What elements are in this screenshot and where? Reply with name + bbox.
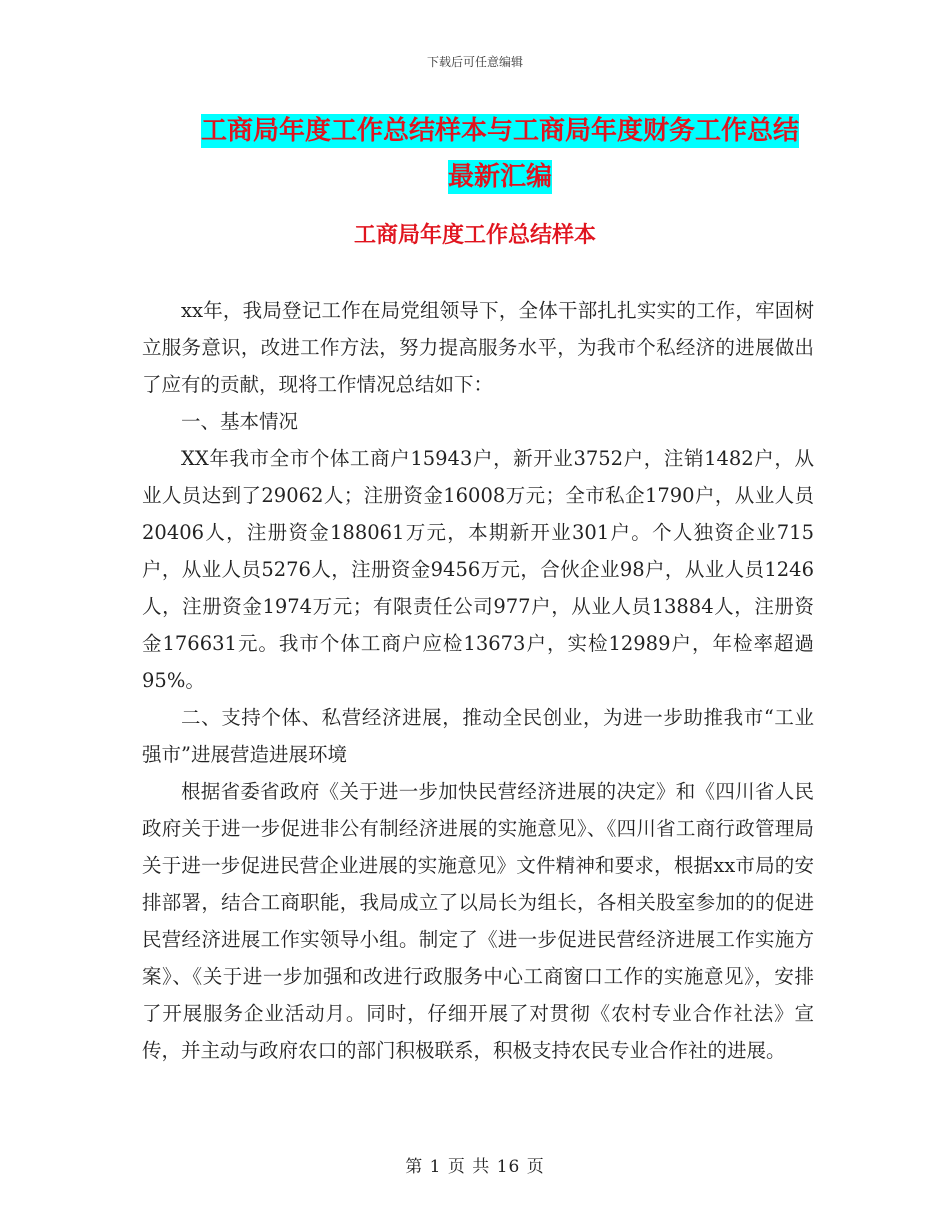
- paragraph-intro: xx年，我局登记工作在局党组领导下，全体干部扎扎实实的工作，牢固树立服务意识，改进工作方法，努力提高服务水平，为我市个私经济的进展做出了应有的贡献，现将工作情况总结如下：: [142, 299, 814, 396]
- page-footer: 第 1 页 共 16 页: [405, 1157, 545, 1177]
- document-title-line-2: 最新汇编: [447, 162, 552, 192]
- paragraph-heading-basic-situation: 一、基本情况: [181, 410, 299, 433]
- paragraph-policy: 根据省委省政府《关于进一步加快民营经济进展的决定》和《四川省人民政府关于进一步促进非公有制经济进展的实施意见》、《四川省工商行政管理局关于进一步促进民营企业进展的实施意见》文件精神和要求，根据xx市局的安排部署，结合工商职能，我局成立了以局长为组长，各相关股室参加的的促进民营经济进展工作实领导小组。制定了《进一步促进民营经济进展工作实施方案》、《关于进一步加强和改进行政服务中心工商窗口工作的实施意见》，安排了开展服务企业活动月。同时，仔细开展了对贯彻《农村专业合作社法》宣传，并主动与政府农口的部门积极联系，积极支持农民专业合作社的进展。: [142, 780, 814, 1062]
- paragraph-heading-support: 二、支持个体、私营经济进展，推动全民创业，为进一步助推我市“工业强市”进展营造进展环境: [142, 706, 814, 766]
- header-note: 下载后可任意编辑: [426, 55, 523, 69]
- document-title: [140, 108, 860, 200]
- document-title-line-1: 工商局年度工作总结样本与工商局年度财务工作总结: [200, 116, 799, 146]
- body-text: [142, 292, 814, 1069]
- section-title: 工商局年度工作总结样本: [353, 223, 596, 248]
- paragraph-statistics: XX年我市全市个体工商户15943户，新开业3752户，注销1482户，从业人员达到了29062人；注册资金16008万元；全市私企1790户，从业人员20406人，注册资金188061万元，本期新开业301户。个人独资企业715户，从业人员5276人，注册资金9456万元，合伙企业98户，从业人员1246人，注册资金1974万元；有限责任公司977户，从业人员13884人，注册资金176631元。我市个体工商户应检13673户，实检12989户，年检率超過95%。: [142, 447, 814, 692]
